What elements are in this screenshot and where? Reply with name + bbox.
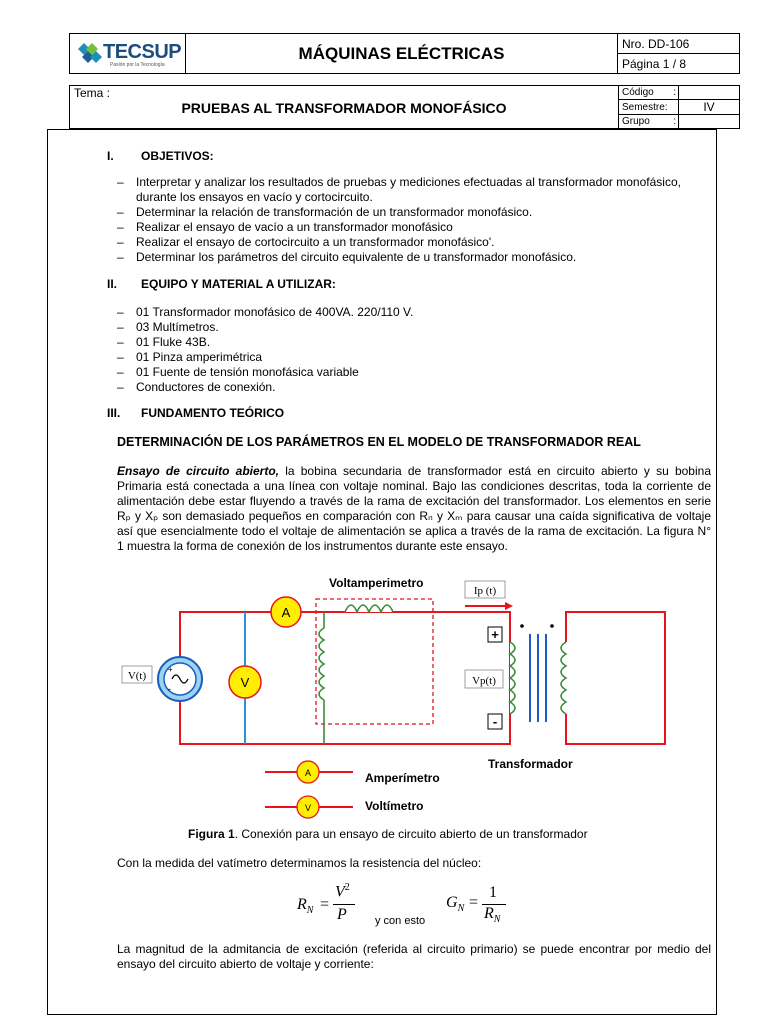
codigo-label: Código : — [619, 86, 679, 100]
formula-connector: y con esto — [375, 915, 426, 927]
plus-sign: + — [491, 627, 499, 642]
legend-voltmeter-symbol: V — [304, 803, 312, 813]
page-number: Página 1 / 8 — [618, 54, 740, 74]
transformer-label: Transformador — [488, 757, 573, 771]
header-table — [69, 33, 740, 74]
topic-table — [69, 85, 740, 129]
list-item: – Conductores de conexión. — [117, 380, 704, 395]
codigo-value — [679, 86, 740, 100]
logo-cell — [70, 34, 186, 74]
theory-paragraph: Ensayo de circuito abierto, la bobina secundaria de transformador está en circuito abierto y su bobina Primaria está conectada a una línea con voltaje nominal. Bajo las condiciones descritas, toda la corriente de alimentación debe estar fluyendo a través de la rama de excitación del transformador. Los elementos en serie Rₚ y Xₚ son demasiado pequeños en comparación con Rₙ y Xₘ para causar una caída significativa de voltaje así que esencialmente todo el voltaje de alimentación se aplica a través de la rama de excitación. La figura N° 1 muestra la forma de conexión de los instrumentos durante este ensayo. — [117, 464, 711, 553]
figure-caption: Figura 1. Conexión para un ensayo de circuito abierto de un transformador — [188, 827, 588, 841]
minus-sign: - — [492, 714, 498, 729]
section-equipo: II. EQUIPO Y MATERIAL A UTILIZAR: — [107, 277, 336, 291]
list-item: – 01 Pinza amperimétrica — [117, 350, 704, 365]
legend-ammeter-symbol: A — [304, 768, 312, 778]
objectives-list — [117, 175, 704, 265]
svg-text:-: - — [168, 684, 171, 694]
tema-label: Tema : — [74, 86, 111, 100]
list-item: – Interpretar y analizar los resultados de pruebas y mediciones efectuadas al transformador monofásico, durante los ensayos en vacío y cortocircuito. — [117, 175, 704, 205]
list-item: – 01 Fluke 43B. — [117, 335, 704, 350]
legend-ammeter-label: Amperímetro — [365, 771, 440, 785]
list-item: – Realizar el ensayo de vacío a un transformador monofásico — [117, 220, 704, 235]
topic-cell — [70, 86, 619, 129]
ac-source-icon — [158, 657, 202, 701]
list-item: – 01 Transformador monofásico de 400VA. 220/110 V. — [117, 305, 704, 320]
voltmeter-symbol: V — [240, 675, 250, 690]
logo-tagline: Pasión por la Tecnología — [110, 61, 165, 68]
gn-formula: $G_N$ = 1 $R_N$ — [446, 884, 526, 930]
semestre-value: IV — [679, 100, 740, 115]
wattmeter-label: Voltamperimetro — [329, 576, 424, 590]
grupo-label: Grupo : — [619, 115, 679, 129]
list-item: – Determinar la relación de transformación de un transformador monofásico. — [117, 205, 704, 220]
semestre-label: Semestre: — [619, 100, 679, 115]
legend-voltmeter-label: Voltímetro — [365, 799, 424, 813]
list-item: – Realizar el ensayo de cortocircuito a un transformador monofásico'. — [117, 235, 704, 250]
svg-text:+: + — [168, 665, 173, 674]
course-title: MÁQUINAS ELÉCTRICAS — [186, 34, 618, 74]
rn-formula: $R_N$ = $V^2$ P — [297, 882, 387, 928]
logo-text: TECSUP — [103, 40, 182, 63]
vp-label: Vp(t) — [472, 675, 496, 687]
vatimetro-text: Con la medida del vatímetro determinamos la resistencia del núcleo: — [117, 856, 482, 870]
theory-subtitle: DETERMINACIÓN DE LOS PARÁMETROS EN EL MODELO DE TRANSFORMADOR REAL — [117, 435, 641, 449]
current-label: Ip (t) — [473, 585, 497, 597]
section-fundamento: III. FUNDAMENTO TEÓRICO — [107, 406, 285, 420]
grupo-value — [679, 115, 740, 129]
source-label: V(t) — [127, 670, 147, 682]
list-item: – 01 Fuente de tensión monofásica variable — [117, 365, 704, 380]
ammeter-symbol: A — [281, 605, 291, 620]
section-objetivos: I. OBJETIVOS: — [107, 149, 214, 163]
topic-title: PRUEBAS AL TRANSFORMADOR MONOFÁSICO — [181, 100, 507, 116]
admitancia-paragraph: La magnitud de la admitancia de excitación (referida al circuito primario) se puede encontrar por medio del ensayo del circuito abierto de voltaje y corriente: — [117, 942, 711, 971]
tecsup-logo-icon — [76, 41, 106, 67]
equipment-list — [117, 305, 704, 395]
list-item: – 03 Multímetros. — [117, 320, 704, 335]
list-item: – Determinar los parámetros del circuito equivalente de u transformador monofásico. — [117, 250, 704, 265]
doc-number: Nro. DD-106 — [618, 34, 740, 54]
